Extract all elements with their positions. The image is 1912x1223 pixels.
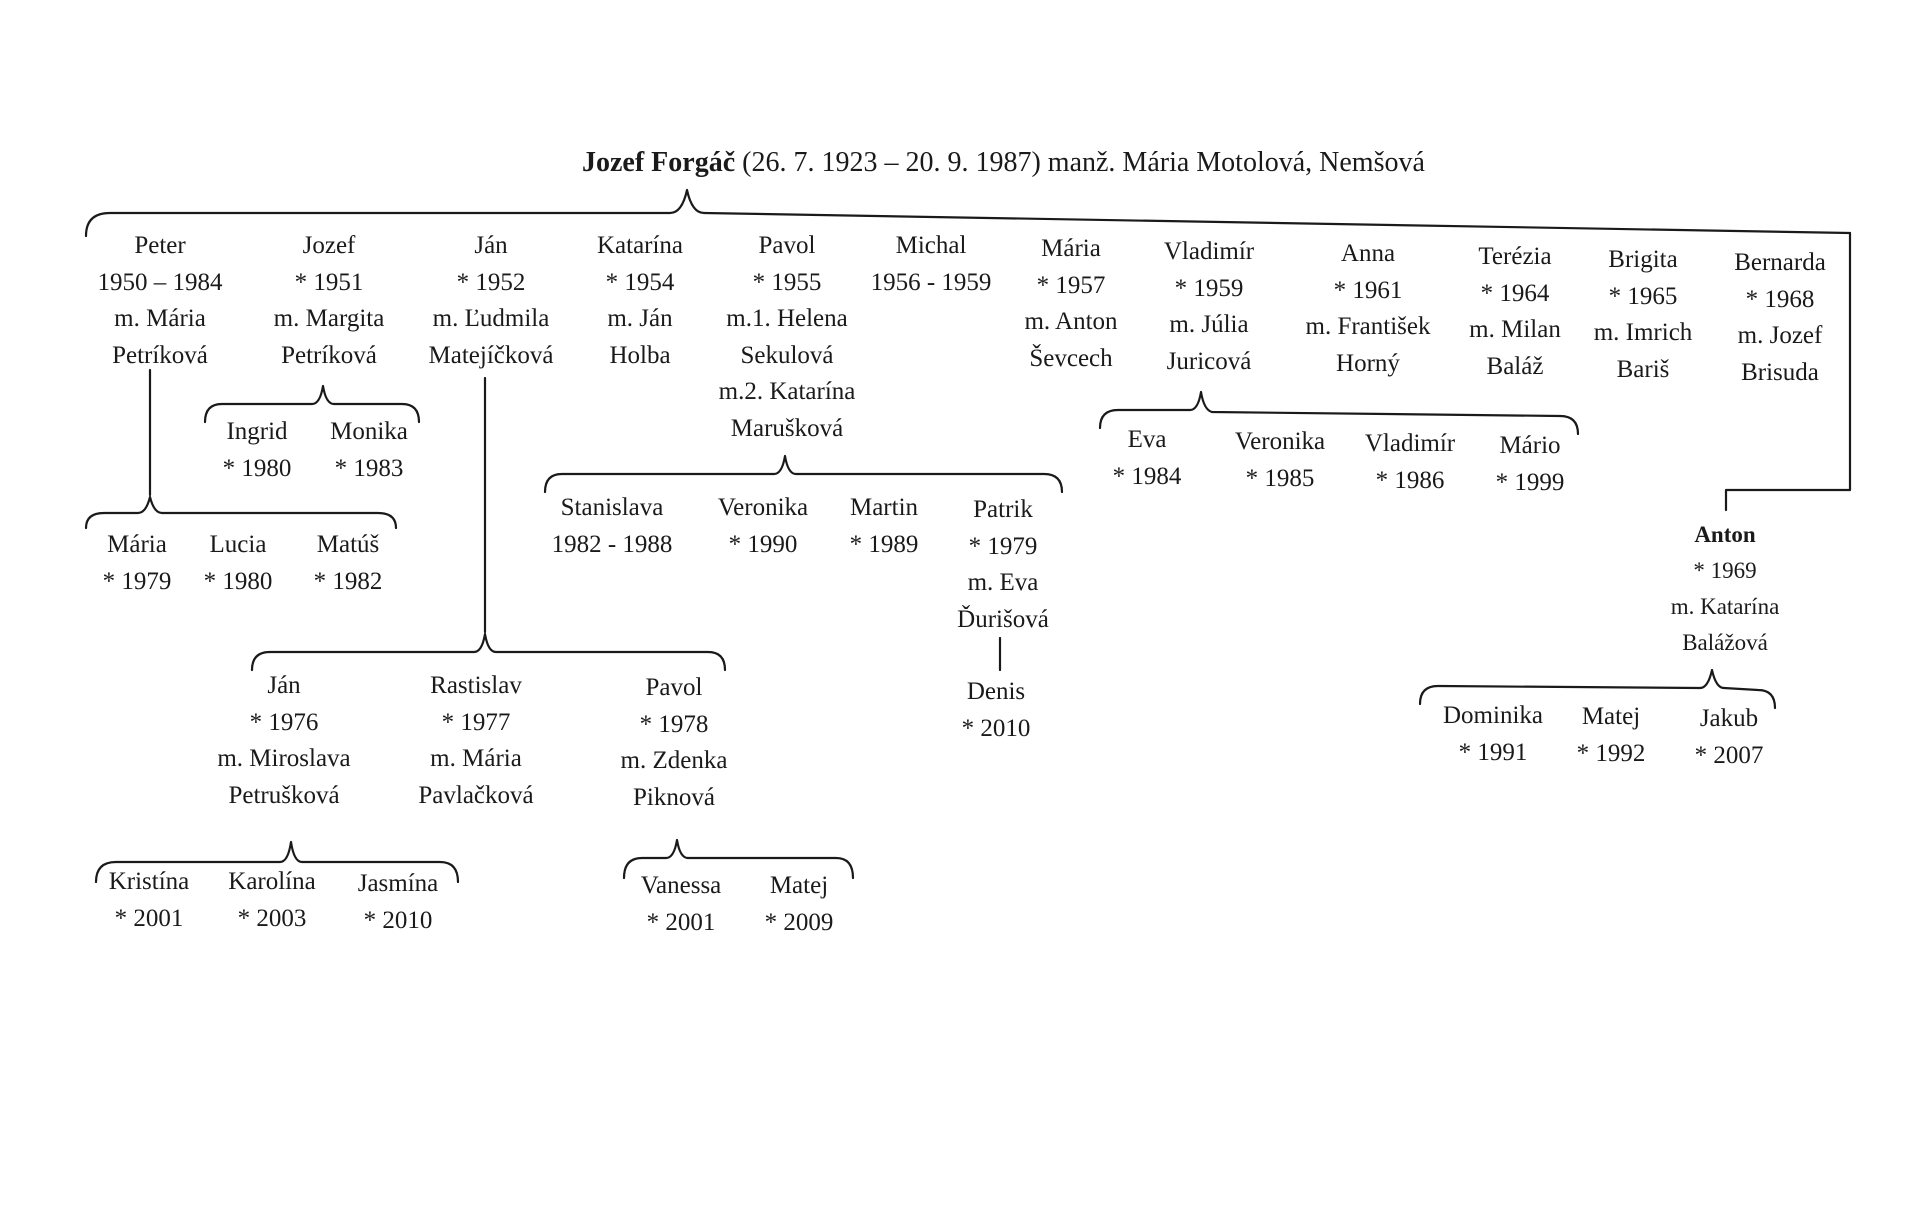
person-dates: * 1969 <box>1693 558 1757 583</box>
person-name: Patrik <box>973 496 1033 523</box>
person-katarina <box>597 228 683 374</box>
person-name: Stanislava <box>560 494 664 521</box>
person-spouse-1-surname: Sekulová <box>740 341 834 369</box>
person-jakub <box>1695 701 1764 774</box>
person-spouse-surname: Bariš <box>1616 355 1670 383</box>
person-dates: * 1989 <box>849 530 919 558</box>
person-name: Denis <box>966 678 1026 705</box>
person-spouse: m. František <box>1305 313 1431 340</box>
person-dates: * 1980 <box>222 454 292 482</box>
person-dates: * 1990 <box>728 530 798 558</box>
person-name: Anna <box>1340 240 1396 267</box>
person-vladimir <box>1164 234 1254 380</box>
person-name: Mária <box>107 531 167 558</box>
person-peter <box>98 228 223 374</box>
person-spouse: m. Júlia <box>1169 311 1249 338</box>
person-karolina <box>228 864 315 937</box>
person-spouse-surname: Petrušková <box>228 781 340 809</box>
person-spouse: m. Margita <box>273 305 385 332</box>
root-name: Jozef Forgáč <box>582 147 736 178</box>
person-eva <box>1113 422 1182 495</box>
person-dates: * 1983 <box>334 454 404 482</box>
person-name: Monika <box>330 418 408 445</box>
person-spouse: m. Anton <box>1024 308 1118 335</box>
person-dates: * 1955 <box>752 268 822 296</box>
person-matus <box>314 527 383 600</box>
person-dates: * 2010 <box>363 906 433 934</box>
person-rastislav <box>418 668 533 814</box>
person-spouse: m. Mária <box>430 745 522 772</box>
person-jasmina <box>358 866 439 939</box>
person-dates: * 1986 <box>1375 466 1445 494</box>
person-dates: * 1954 <box>605 268 675 296</box>
person-vladimir-1986 <box>1365 426 1455 499</box>
person-spouse-2: m.2. Katarína <box>718 378 856 405</box>
person-dates: * 1964 <box>1480 279 1550 307</box>
person-dates: * 1979 <box>968 532 1038 560</box>
person-dates: * 1951 <box>294 268 364 296</box>
person-matej-1992 <box>1577 699 1646 772</box>
person-dates: 1950 – 1984 <box>97 268 223 296</box>
person-jozef <box>274 228 385 374</box>
person-martin <box>850 490 919 563</box>
person-dates: * 1991 <box>1458 738 1528 766</box>
person-spouse-surname: Ďurišová <box>957 605 1049 633</box>
person-spouse: m. Miroslava <box>217 745 351 772</box>
root-details: (26. 7. 1923 – 20. 9. 1987) manž. Mária Motolová, Nemšová <box>742 147 1425 178</box>
person-spouse-surname: Baláž <box>1486 352 1544 380</box>
person-anna <box>1306 236 1431 382</box>
person-dates: * 1978 <box>639 710 709 738</box>
person-name: Bernarda <box>1734 249 1826 276</box>
person-name: Vanessa <box>640 872 722 899</box>
person-dates: * 2009 <box>764 908 834 936</box>
person-name: Eva <box>1127 426 1167 453</box>
person-veronika-1985 <box>1235 424 1325 497</box>
person-spouse-surname: Matejíčková <box>428 341 554 369</box>
person-dates: * 2001 <box>646 908 716 936</box>
person-name: Ján <box>267 672 301 699</box>
person-spouse: m. Ľudmila <box>432 305 550 332</box>
person-dates: * 2007 <box>1694 741 1764 769</box>
brace-pavol-children <box>545 456 1062 492</box>
person-spouse: m. Ján <box>607 305 673 332</box>
person-dates: * 1992 <box>1576 739 1646 767</box>
person-stanislava <box>552 490 673 563</box>
person-name: Pavol <box>645 674 703 701</box>
person-name: Matej <box>1581 703 1641 730</box>
person-kristina <box>109 864 190 937</box>
person-name: Jakub <box>1699 705 1759 732</box>
person-dates: * 1965 <box>1608 282 1678 310</box>
person-maria-1979 <box>103 527 172 600</box>
person-dates: * 1980 <box>203 567 273 595</box>
person-name: Katarína <box>596 232 684 259</box>
person-dates: * 1982 <box>313 567 383 595</box>
root-ancestor <box>582 146 1425 180</box>
person-dominika <box>1443 698 1543 771</box>
person-name: Ingrid <box>226 418 288 445</box>
person-patrik <box>957 492 1049 638</box>
person-dates: 1982 - 1988 <box>551 530 673 558</box>
person-spouse: m. Eva <box>967 569 1039 596</box>
person-spouse-surname: Holba <box>609 341 671 369</box>
person-name: Mário <box>1499 432 1561 459</box>
person-maria <box>1024 231 1117 377</box>
person-jan <box>429 228 554 374</box>
person-brigita <box>1594 242 1693 388</box>
person-pavol-1978 <box>621 670 728 816</box>
person-anton <box>1671 517 1780 661</box>
brace-peter-children <box>86 497 396 528</box>
person-name: Vladimír <box>1163 238 1255 265</box>
person-dates: * 1976 <box>249 708 319 736</box>
person-name: Brigita <box>1608 246 1678 273</box>
person-spouse-surname: Horný <box>1336 349 1400 377</box>
person-vanessa <box>641 868 722 941</box>
person-spouse: m. Katarína <box>1670 594 1780 619</box>
person-dates: * 2010 <box>961 714 1031 742</box>
person-spouse-surname: Pavlačková <box>418 781 534 809</box>
person-name: Jozef <box>302 232 356 259</box>
person-dates: * 1984 <box>1112 462 1182 490</box>
person-name: Dominika <box>1443 702 1543 729</box>
person-dates: * 1959 <box>1174 274 1244 302</box>
person-veronika-1990 <box>718 490 808 563</box>
person-dates: * 1985 <box>1245 464 1315 492</box>
person-dates: * 1968 <box>1745 285 1815 313</box>
person-name: Matej <box>769 872 829 899</box>
person-pavol <box>719 228 856 447</box>
person-name: Kristína <box>108 868 190 895</box>
person-name: Lucia <box>209 531 267 558</box>
person-name: Veronika <box>1234 428 1326 455</box>
person-jan-1976 <box>217 668 350 814</box>
person-name: Terézia <box>1478 243 1552 270</box>
person-mario <box>1496 428 1565 501</box>
person-spouse-surname: Ševcech <box>1029 344 1113 372</box>
person-matej-2009 <box>765 868 834 941</box>
person-dates: * 1977 <box>441 708 511 736</box>
person-dates: * 1961 <box>1333 276 1403 304</box>
person-spouse: m. Jozef <box>1737 322 1823 349</box>
person-bernarda <box>1734 245 1826 391</box>
person-dates: * 1952 <box>456 268 526 296</box>
person-spouse-surname: Juricová <box>1166 347 1252 375</box>
person-lucia <box>204 527 273 600</box>
person-name: Karolína <box>228 868 316 895</box>
person-spouse-1: m.1. Helena <box>726 305 848 332</box>
person-dates: * 2001 <box>114 904 184 932</box>
person-spouse: m. Mária <box>114 305 206 332</box>
person-monika <box>330 414 408 487</box>
person-spouse-surname: Balážová <box>1682 630 1768 655</box>
person-spouse-2-surname: Marušková <box>730 414 844 442</box>
person-spouse: m. Milan <box>1469 316 1561 343</box>
person-denis <box>962 674 1031 747</box>
person-name: Mária <box>1041 235 1101 262</box>
person-name: Rastislav <box>430 672 522 699</box>
person-name: Vladimír <box>1364 430 1456 457</box>
person-terezia <box>1469 239 1561 385</box>
person-spouse: m. Imrich <box>1593 319 1693 346</box>
person-dates: * 1979 <box>102 567 172 595</box>
brace-jan-children <box>252 634 725 670</box>
person-spouse-surname: Petríková <box>112 341 208 369</box>
person-dates: 1956 - 1959 <box>870 268 992 296</box>
person-ingrid <box>223 414 292 487</box>
person-michal <box>871 228 992 301</box>
person-spouse-surname: Brisuda <box>1741 358 1819 386</box>
person-dates: * 1957 <box>1036 271 1106 299</box>
person-dates: * 1999 <box>1495 468 1565 496</box>
person-name: Matúš <box>316 531 380 558</box>
person-name: Anton <box>1694 522 1756 547</box>
person-name: Pavol <box>758 232 816 259</box>
person-name: Ján <box>474 232 508 259</box>
person-name: Martin <box>849 494 919 521</box>
person-name: Veronika <box>717 494 809 521</box>
person-name: Peter <box>134 232 186 259</box>
person-spouse: m. Zdenka <box>620 747 728 774</box>
person-spouse-surname: Piknová <box>633 783 715 811</box>
person-dates: * 2003 <box>237 904 307 932</box>
person-name: Jasmína <box>357 870 439 897</box>
person-spouse-surname: Petríková <box>281 341 377 369</box>
person-name: Michal <box>895 232 967 259</box>
